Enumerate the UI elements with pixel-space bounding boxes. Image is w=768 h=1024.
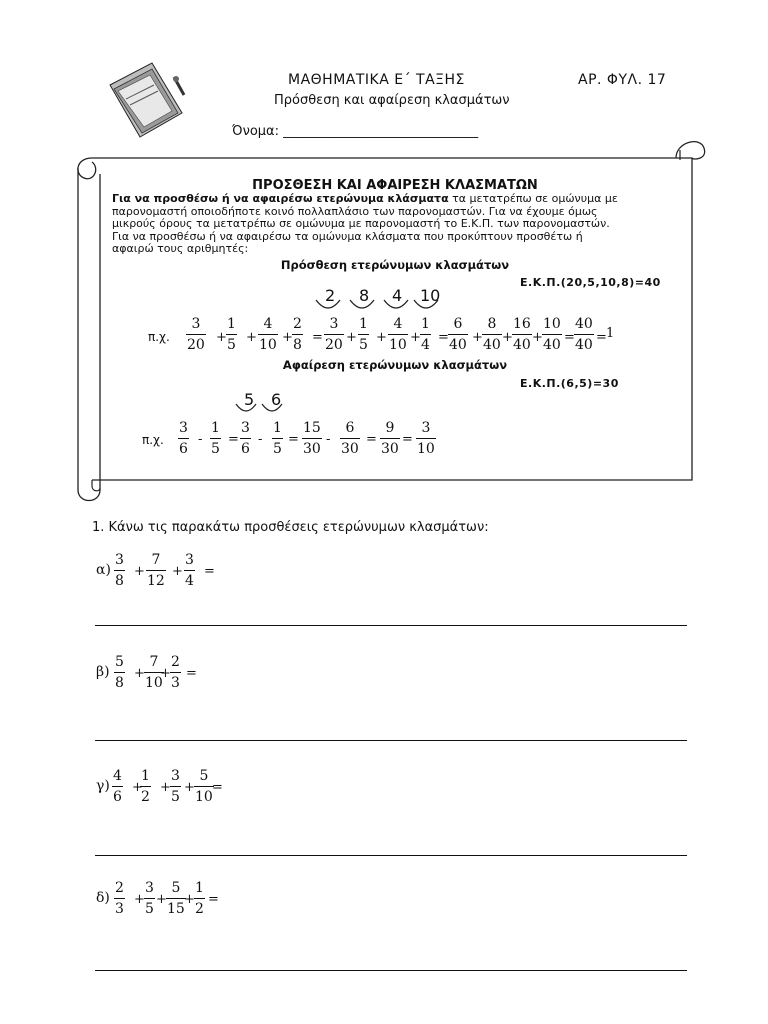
fraction-bar [512, 334, 532, 335]
task-instruction: 1. Κάνω τις παρακάτω προσθέσεις ετερώνυμων κλασμάτων: [92, 520, 489, 535]
fraction-bar [112, 786, 123, 787]
answer-line[interactable] [95, 625, 687, 626]
fraction [358, 316, 369, 353]
intro-line-2: παρονομαστή οποιοδήποτε κοινό πολλαπλάσιο των παρονομαστών. Για να έχουμε όμως [112, 204, 598, 218]
exercise-letter: δ) [96, 890, 110, 906]
denominator: 10 [389, 337, 407, 353]
denominator: 8 [115, 675, 124, 691]
denominator: 40 [449, 337, 467, 353]
fraction-bar [186, 334, 206, 335]
fraction-bar [388, 334, 408, 335]
denominator: 40 [543, 337, 561, 353]
numerator: 15 [303, 420, 321, 436]
fraction [194, 880, 205, 917]
operator: - [258, 432, 263, 447]
operator: + [132, 780, 143, 795]
operator: + [282, 330, 293, 345]
answer-line[interactable] [95, 740, 687, 741]
fraction [380, 420, 400, 457]
fraction [178, 420, 189, 457]
operator: + [134, 892, 145, 907]
operator: + [160, 666, 171, 681]
operator: = [212, 780, 223, 795]
operator: = [564, 330, 575, 345]
numerator: 3 [421, 420, 431, 436]
numerator: 3 [179, 420, 188, 436]
numerator: 5 [115, 654, 124, 670]
operator: + [410, 330, 421, 345]
fraction [146, 552, 166, 589]
exercise-letter: α) [96, 562, 111, 578]
numerator: 2 [115, 880, 124, 896]
denominator: 10 [145, 675, 163, 691]
fraction [574, 316, 594, 353]
addition-ekp: Ε.Κ.Π.(20,5,10,8)=40 [520, 276, 661, 289]
denominator: 30 [341, 441, 359, 457]
fraction [324, 316, 344, 353]
operator: + [246, 330, 257, 345]
fraction-bar [194, 898, 205, 899]
operator: + [346, 330, 357, 345]
denominator: 15 [167, 901, 185, 917]
numerator: 3 [145, 880, 154, 896]
numerator: 3 [185, 552, 194, 568]
multiplier-label: 5 [244, 390, 255, 409]
operator: = [366, 432, 377, 447]
name-field-label[interactable]: Όνομα: ______________________________ [232, 124, 479, 139]
numerator: 40 [575, 316, 593, 332]
operator: - [326, 432, 331, 447]
numerator: 4 [263, 316, 273, 332]
subtraction-ekp: Ε.Κ.Π.(6,5)=30 [520, 377, 619, 390]
fraction [542, 316, 562, 353]
fraction [416, 420, 436, 457]
operator: - [198, 432, 203, 447]
fraction [226, 316, 237, 353]
fraction-bar [144, 898, 155, 899]
fraction-bar [358, 334, 369, 335]
fraction-bar [194, 786, 214, 787]
numerator: 4 [113, 768, 122, 784]
numerator: 16 [513, 316, 531, 332]
denominator: 2 [195, 901, 204, 917]
fraction [292, 316, 303, 353]
fraction-bar [114, 570, 125, 571]
denominator: 4 [421, 337, 430, 353]
fraction [184, 552, 195, 589]
denominator: 6 [113, 789, 122, 805]
numerator: 3 [171, 768, 180, 784]
numerator: 2 [171, 654, 180, 670]
fraction-bar [166, 898, 186, 899]
worksheet-subtitle: Πρόσθεση και αφαίρεση κλασμάτων [274, 93, 510, 108]
fraction-bar [482, 334, 502, 335]
fraction-bar [420, 334, 431, 335]
numerator: 1 [273, 420, 282, 436]
intro-bold: Για να προσθέσω ή να αφαιρέσω ετερώνυμα κλάσματα [112, 192, 449, 205]
denominator: 8 [115, 573, 124, 589]
denominator: 10 [259, 337, 277, 353]
worksheet-title: ΜΑΘΗΜΑΤΙΚΑ Ε΄ ΤΑΞΗΣ [288, 72, 465, 88]
multiplier-arcs [310, 296, 450, 316]
numerator: 1 [141, 768, 150, 784]
numerator: 3 [329, 316, 339, 332]
fraction-bar [146, 570, 166, 571]
fraction [272, 420, 283, 457]
fraction [186, 316, 206, 353]
numerator: 1 [359, 316, 368, 332]
answer-line[interactable] [95, 855, 687, 856]
operator: + [502, 330, 513, 345]
fraction-bar [340, 438, 360, 439]
fraction-bar [292, 334, 303, 335]
intro-line-4: Για να προσθέσω ή να αφαιρέσω τα ομώνυμα κλάσματα που προκύπτουν προσθέτω ή [112, 229, 583, 243]
denominator: 4 [185, 573, 194, 589]
numerator: 7 [151, 552, 161, 568]
denominator: 30 [381, 441, 399, 457]
numerator: 7 [149, 654, 159, 670]
operator: + [472, 330, 483, 345]
operator: + [172, 564, 183, 579]
fraction [112, 768, 123, 805]
numerator: 10 [543, 316, 561, 332]
fraction [114, 552, 125, 589]
numerator: 1 [211, 420, 220, 436]
denominator: 40 [575, 337, 593, 353]
denominator: 6 [179, 441, 188, 457]
fraction [340, 420, 360, 457]
operator: + [184, 780, 195, 795]
operator: + [216, 330, 227, 345]
denominator: 5 [359, 337, 368, 353]
operator: + [156, 892, 167, 907]
answer-line[interactable] [95, 970, 687, 971]
numerator: 5 [171, 880, 181, 896]
denominator: 8 [293, 337, 302, 353]
operator: + [160, 780, 171, 795]
intro-text [112, 193, 677, 256]
operator: = [204, 564, 215, 579]
subtraction-heading: Αφαίρεση ετερώνυμων κλασμάτων [282, 358, 508, 372]
fraction [170, 654, 181, 691]
fraction [420, 316, 431, 353]
multiplier-arcs [232, 400, 292, 418]
fraction [512, 316, 532, 353]
box-title: ΠΡΟΣΘΕΣΗ ΚΑΙ ΑΦΑΙΡΕΣΗ ΚΛΑΣΜΑΤΩΝ [252, 178, 538, 193]
operator: + [134, 666, 145, 681]
fraction-bar [574, 334, 594, 335]
fraction-bar [380, 438, 400, 439]
fraction [114, 654, 125, 691]
fraction [144, 880, 155, 917]
denominator: 40 [513, 337, 531, 353]
numerator: 5 [199, 768, 209, 784]
fraction [140, 768, 151, 805]
operator: = [438, 330, 449, 345]
fraction-bar [542, 334, 562, 335]
numerator: 6 [453, 316, 463, 332]
multiplier-label: 4 [392, 286, 403, 305]
numerator: 3 [115, 552, 124, 568]
fraction-bar [258, 334, 278, 335]
numerator: 9 [385, 420, 395, 436]
fraction [210, 420, 221, 457]
fraction [258, 316, 278, 353]
fraction-bar [226, 334, 237, 335]
intro-line-1: τα μετατρέπω σε ομώνυμα με [448, 192, 618, 205]
denominator: 3 [115, 901, 124, 917]
numerator: 1 [195, 880, 204, 896]
fraction-bar [170, 672, 181, 673]
fraction [194, 768, 214, 805]
operator: = [288, 432, 299, 447]
operator: = [596, 330, 607, 345]
operator: = [208, 892, 219, 907]
fraction-bar [114, 672, 125, 673]
operator: = [186, 666, 197, 681]
fraction-bar [184, 570, 195, 571]
denominator: 40 [483, 337, 501, 353]
fraction [166, 880, 186, 917]
numerator: 2 [293, 316, 302, 332]
operator: = [402, 432, 413, 447]
denominator: 5 [227, 337, 236, 353]
fraction [302, 420, 322, 457]
fraction-bar [302, 438, 322, 439]
fraction [448, 316, 468, 353]
denominator: 10 [195, 789, 213, 805]
intro-line-3: μικρούς όρους τα μετατρέπω σε ομώνυμα με παρονομαστή το Ε.Κ.Π. των παρονομαστών. [112, 217, 610, 230]
denominator: 6 [241, 441, 250, 457]
fraction-bar [416, 438, 436, 439]
denominator: 20 [325, 337, 343, 353]
exercise-letter: γ) [96, 778, 110, 794]
fraction-bar [324, 334, 344, 335]
numerator: 1 [421, 316, 430, 332]
exercise-letter: β) [96, 664, 110, 680]
fraction-bar [240, 438, 251, 439]
numerator: 3 [241, 420, 250, 436]
intro-line-5: αφαιρώ τους αριθμητές: [112, 242, 249, 255]
denominator: 10 [417, 441, 435, 457]
fraction-bar [272, 438, 283, 439]
operator: = [312, 330, 323, 345]
fraction-bar [170, 786, 181, 787]
fraction-bar [140, 786, 151, 787]
fraction [170, 768, 181, 805]
denominator: 3 [171, 675, 180, 691]
fraction-bar [178, 438, 189, 439]
multiplier-label: 6 [271, 390, 282, 409]
numerator: 6 [345, 420, 355, 436]
denominator: 12 [147, 573, 165, 589]
operator: + [376, 330, 387, 345]
multiplier-label: 10 [420, 286, 441, 305]
denominator: 5 [171, 789, 180, 805]
addition-heading: Πρόσθεση ετερώνυμων κλασμάτων [280, 258, 510, 272]
numerator: 3 [191, 316, 201, 332]
fraction-bar [448, 334, 468, 335]
denominator: 5 [211, 441, 220, 457]
multiplier-label: 2 [325, 286, 336, 305]
fraction-bar [114, 898, 125, 899]
numerator: 4 [393, 316, 403, 332]
fraction [114, 880, 125, 917]
denominator: 5 [273, 441, 282, 457]
denominator: 20 [187, 337, 205, 353]
denominator: 30 [303, 441, 321, 457]
fraction [240, 420, 251, 457]
sheet-number: ΑΡ. ΦΥΛ. 17 [578, 72, 667, 88]
numerator: 1 [227, 316, 236, 332]
addition-example-label: π.χ. [148, 330, 170, 344]
fraction [482, 316, 502, 353]
denominator: 5 [145, 901, 154, 917]
denominator: 2 [141, 789, 150, 805]
operator: 1 [606, 326, 615, 341]
operator: + [134, 564, 145, 579]
fraction [388, 316, 408, 353]
operator: = [228, 432, 239, 447]
fraction-bar [210, 438, 221, 439]
operator: + [532, 330, 543, 345]
subtraction-example-label: π.χ. [142, 433, 164, 447]
operator: + [184, 892, 195, 907]
numerator: 8 [487, 316, 497, 332]
multiplier-label: 8 [359, 286, 370, 305]
